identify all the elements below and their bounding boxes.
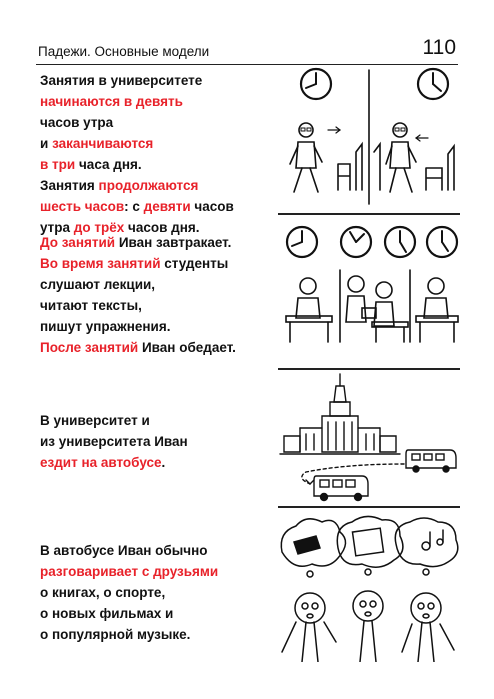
text-segment: В автобусе Иван обычно xyxy=(40,543,208,558)
highlighted-phrase: разговаривает с друзьями xyxy=(40,564,219,579)
friend-figure xyxy=(282,593,336,662)
clock-icon xyxy=(427,227,457,257)
film-icon xyxy=(352,528,383,556)
book-icon xyxy=(294,536,320,554)
text-line xyxy=(40,452,270,473)
text-segment: : с xyxy=(124,199,144,214)
page-number: 110 xyxy=(422,36,456,59)
text-block-conversation xyxy=(40,540,270,645)
text-segment: Иван обедает. xyxy=(138,340,236,355)
illustration-friends-talking xyxy=(276,512,462,662)
text-segment: пишут упражнения. xyxy=(40,319,171,334)
text-line xyxy=(40,70,270,91)
text-segment: читают тексты, xyxy=(40,298,142,313)
friend-figure xyxy=(402,593,454,662)
text-line xyxy=(40,253,270,274)
text-segment: студенты xyxy=(160,256,229,271)
highlighted-phrase: До занятий xyxy=(40,235,116,250)
text-line xyxy=(40,624,270,645)
text-line xyxy=(40,154,270,175)
text-segment: утра xyxy=(40,220,74,235)
illustration-arrival-departure xyxy=(276,64,462,210)
highlighted-phrase: начинаются в девять xyxy=(40,94,183,109)
text-line xyxy=(40,91,270,112)
illustration-classroom xyxy=(276,218,462,348)
friend-figure xyxy=(353,591,383,662)
text-segment: о новых фильмах и xyxy=(40,606,174,621)
chapter-title: Падежи. Основные модели xyxy=(38,44,210,59)
text-line xyxy=(40,431,270,452)
text-line xyxy=(40,196,270,217)
clock-icon xyxy=(385,227,415,257)
text-line xyxy=(40,410,270,431)
text-line xyxy=(40,540,270,561)
text-line xyxy=(40,603,270,624)
text-segment: о популярной музыке. xyxy=(40,627,191,642)
text-segment: и xyxy=(40,136,53,151)
illustration-university-bus xyxy=(276,372,462,504)
text-segment: часов утра xyxy=(40,115,114,130)
clock-icon xyxy=(301,69,331,99)
text-segment: часа дня. xyxy=(75,157,142,172)
bus-icon xyxy=(406,450,456,472)
text-line xyxy=(40,316,270,337)
text-block-activities xyxy=(40,232,270,358)
text-line xyxy=(40,582,270,603)
divider-1 xyxy=(278,213,460,215)
text-block-schedule xyxy=(40,70,270,238)
highlighted-phrase: шесть часов xyxy=(40,199,125,214)
text-segment: Занятия xyxy=(40,178,99,193)
university-building-icon xyxy=(280,374,400,454)
student-figure xyxy=(386,123,416,192)
text-segment: слушают лекции, xyxy=(40,277,156,292)
clock-icon xyxy=(287,227,317,257)
text-line xyxy=(40,175,270,196)
text-line xyxy=(40,112,270,133)
text-segment: . xyxy=(161,455,166,470)
highlighted-phrase: заканчиваются xyxy=(52,136,154,151)
text-line xyxy=(40,295,270,316)
clock-icon xyxy=(418,69,448,99)
text-line xyxy=(40,232,270,253)
text-line xyxy=(40,274,270,295)
page-header xyxy=(36,30,458,65)
text-block-bus xyxy=(40,410,270,473)
highlighted-phrase: продолжаются xyxy=(98,178,199,193)
divider-3 xyxy=(278,506,460,508)
text-segment: Иван завтракает. xyxy=(115,235,232,250)
highlighted-phrase: После занятий xyxy=(40,340,139,355)
text-segment: В университет и xyxy=(40,413,150,428)
bus-icon xyxy=(314,476,368,501)
highlighted-phrase: ездит на автобусе xyxy=(40,455,162,470)
text-segment: Занятия в университете xyxy=(40,73,203,88)
text-line xyxy=(40,337,270,358)
divider-2 xyxy=(278,368,460,370)
text-line xyxy=(40,561,270,582)
text-segment: о книгах, о спорте, xyxy=(40,585,166,600)
text-segment: часов xyxy=(190,199,234,214)
text-segment: часов дня. xyxy=(124,220,200,235)
clock-icon xyxy=(341,227,371,257)
highlighted-phrase: девяти xyxy=(143,199,191,214)
student-figure xyxy=(290,123,322,192)
highlighted-phrase: до трёх xyxy=(73,220,125,235)
text-segment: из университета Иван xyxy=(40,434,188,449)
highlighted-phrase: Во время занятий xyxy=(40,256,161,271)
highlighted-phrase: в три xyxy=(40,157,76,172)
text-line xyxy=(40,133,270,154)
